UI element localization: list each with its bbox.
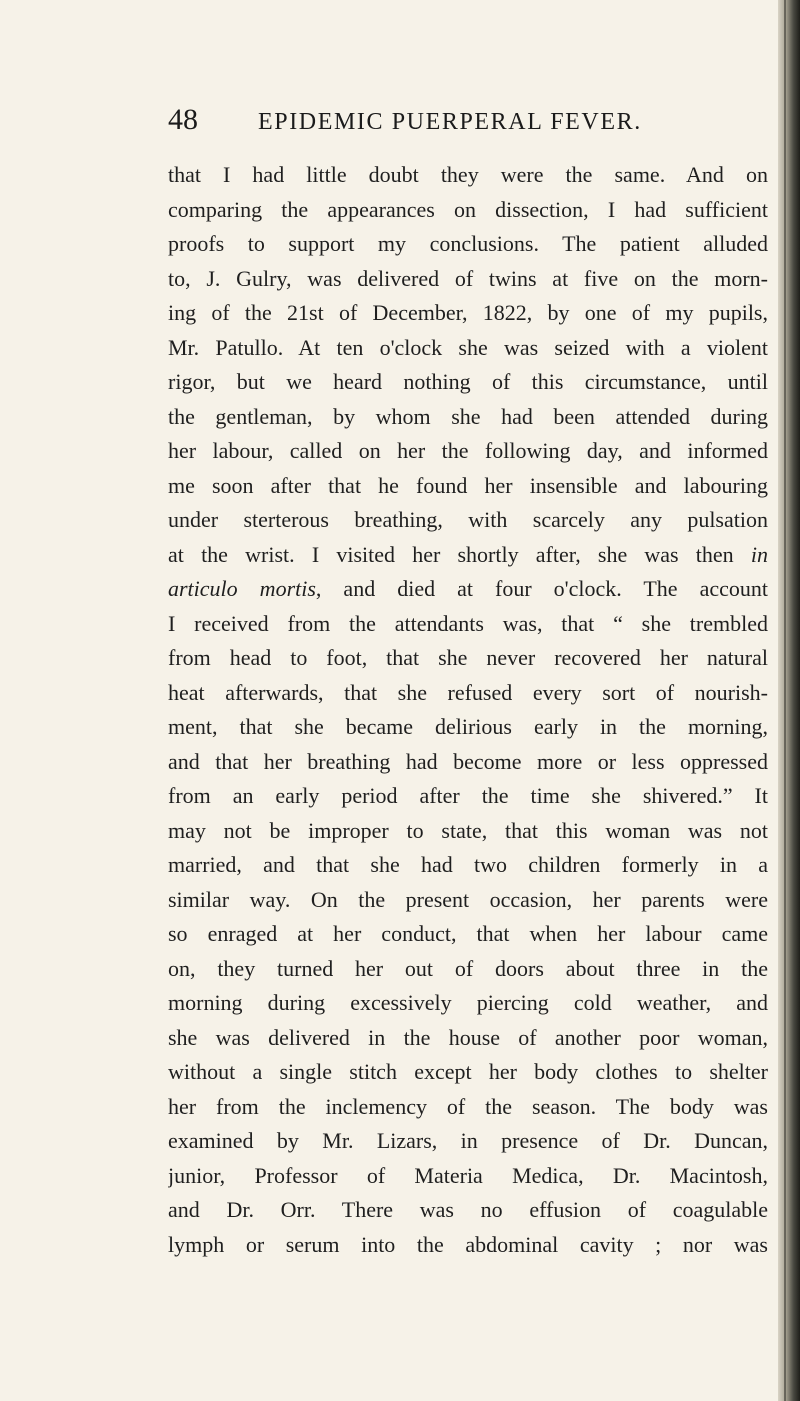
text-line: Mr. Patullo. At ten o'clock she was seized with a violent	[168, 334, 768, 360]
text-line: may not be improper to state, that this woman was not	[168, 817, 768, 843]
text-line: so enraged at her conduct, that when her labour came	[168, 921, 768, 946]
text-line: from head to foot, that she never recovered her natural	[168, 645, 768, 670]
text-line: her labour, called on her the following day, and informed	[168, 438, 768, 463]
text-line: to, J. Gulry, was delivered of twins at five on the morn-	[168, 265, 768, 291]
text-line: from an early period after the time she shivered.” It	[168, 783, 768, 808]
text-line: heat afterwards, that she refused every sort of nourish-	[168, 679, 768, 705]
text-line: examined by Mr. Lizars, in presence of Dr. Duncan,	[168, 1128, 768, 1153]
page-number: 48	[168, 103, 198, 136]
italic-phrase: in	[750, 541, 768, 567]
text-line	[168, 572, 768, 607]
page-edge-shadow	[778, 0, 800, 1401]
running-head: EPIDEMIC PUERPERAL FEVER.	[258, 109, 642, 135]
page-edge-line	[784, 0, 786, 1401]
text-line: lymph or serum into the abdominal cavity ; nor was	[168, 1231, 768, 1257]
text-line: and that her breathing had become more or less oppressed	[168, 748, 768, 774]
text-segment: , and died at four o'clock. The account	[315, 576, 768, 601]
body-text	[168, 158, 768, 1262]
text-line: me soon after that he found her insensible and labouring	[168, 472, 768, 498]
text-line: rigor, but we heard nothing of this circumstance, until	[168, 369, 768, 394]
page-header	[168, 100, 768, 144]
text-line: and Dr. Orr. There was no effusion of coagulable	[168, 1197, 768, 1222]
text-line: ment, that she became delirious early in the morning,	[168, 714, 768, 739]
text-line: comparing the appearances on dissection, I had sufficient	[168, 196, 768, 222]
text-line: junior, Professor of Materia Medica, Dr. Macintosh,	[168, 1162, 768, 1188]
text-line: the gentleman, by whom she had been attended during	[168, 403, 768, 429]
text-line: that I had little doubt they were the same. And on	[168, 162, 768, 187]
text-line: without a single stitch except her body clothes to shelter	[168, 1059, 768, 1084]
text-line: similar way. On the present occasion, her parents were	[168, 886, 768, 912]
text-line: her from the inclemency of the season. The body was	[168, 1093, 768, 1119]
text-line: morning during excessively piercing cold weather, and	[168, 990, 768, 1015]
text-line: proofs to support my conclusions. The patient alluded	[168, 231, 768, 256]
text-line: she was delivered in the house of another poor woman,	[168, 1024, 768, 1050]
text-line: on, they turned her out of doors about three in the	[168, 955, 768, 981]
text-line: I received from the attendants was, that “ she trembled	[168, 610, 768, 636]
text-segment: at the wrist. I visited her shortly after, she was then	[168, 541, 751, 567]
text-line: ing of the 21st of December, 1822, by one of my pupils,	[168, 300, 768, 325]
text-line	[168, 538, 768, 573]
text-line: under sterterous breathing, with scarcely any pulsation	[168, 507, 768, 532]
text-line: married, and that she had two children formerly in a	[168, 852, 768, 877]
italic-phrase: articulo mortis	[168, 576, 316, 601]
